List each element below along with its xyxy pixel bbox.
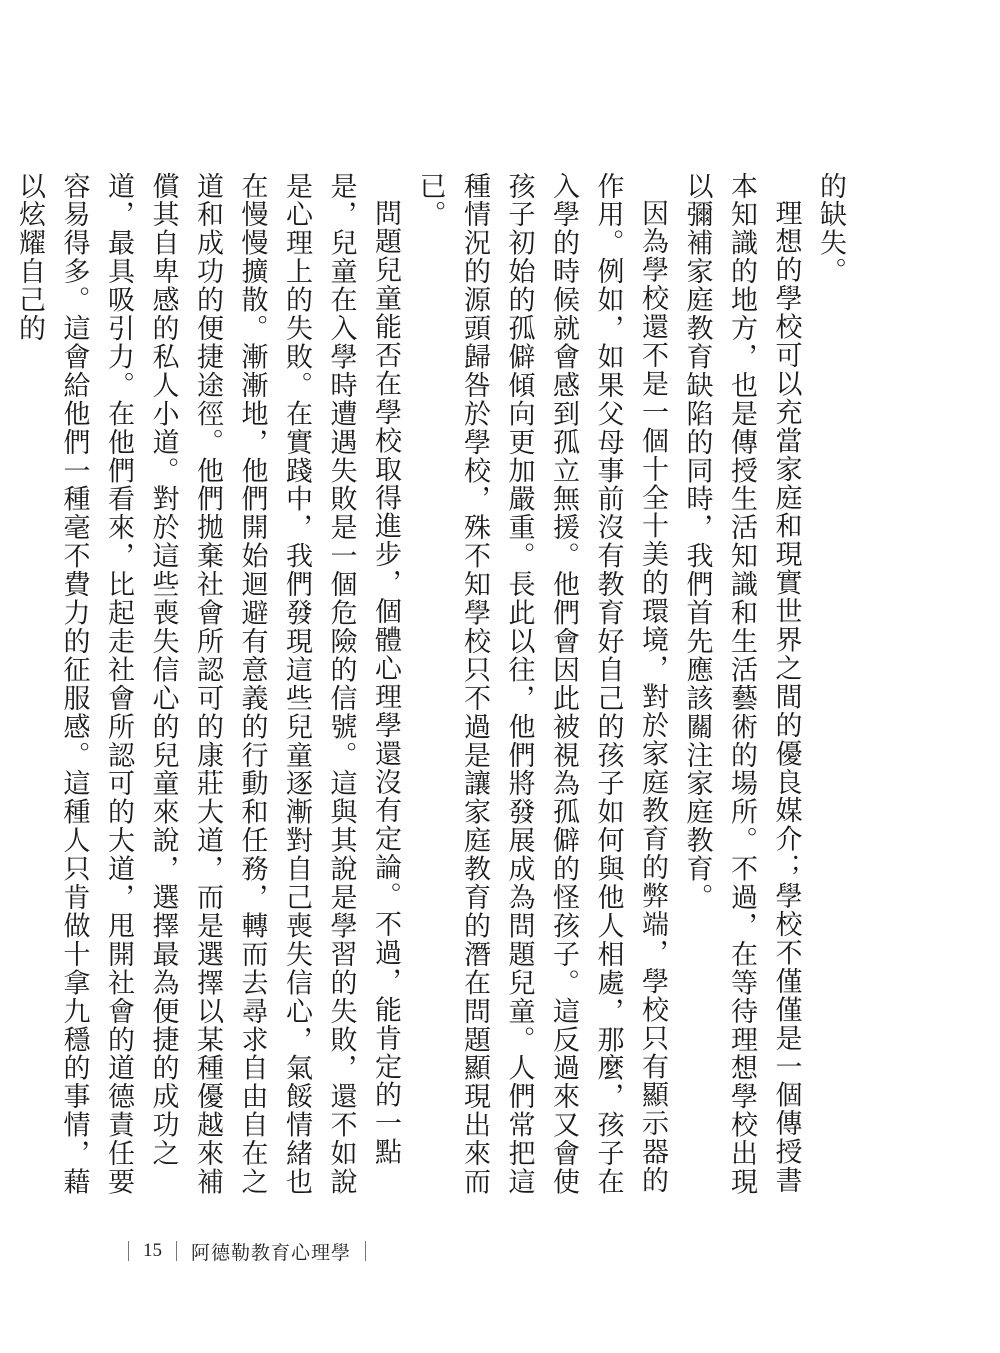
footer-divider bbox=[176, 1241, 177, 1261]
paragraph-continuation: 的缺失。 bbox=[815, 172, 846, 286]
page-number: 15 bbox=[143, 1240, 162, 1261]
paragraph-problem-children: 問題兒童能否在學校取得進步，個體心理學還沒有定論。不過，能肯定的一點是，兒童在入學時遭遇失敗是一個危險的信號。這與其說是學習的失敗，還不如說是心理上的失敗。在實踐中，我們發現這些兒童逐漸對自己喪失信心，氣餒情緒也在慢慢擴散。漸漸地，他們開始迴避有意義的行動和任務，轉而去尋求自由自在之道和成功的便捷途徑。他們拋棄社會所認可的康莊大道，而是選擇以某種優越來補償其自卑感的私人小道。對於這些喪失信心的兒童來說，選擇最為便捷的成功之道，最具吸引力。在他們看來，比起走社會所認可的大道，甩開社會的道德責任要容易得多。這會給他們一種毫不費力的征服感。這種人只肯做十拿九穩的事情，藉以炫耀自己的 bbox=[14, 172, 401, 1197]
page-footer bbox=[128, 1236, 380, 1266]
book-title: 阿德勒教育心理學 bbox=[191, 1241, 352, 1264]
footer-divider bbox=[128, 1241, 129, 1261]
vertical-text-body bbox=[7, 172, 853, 1222]
footer-divider bbox=[365, 1241, 366, 1261]
paragraph-school-as-indicator: 因為學校還不是一個十全十美的環境，對於家庭教育的弊端，學校只有顯示器的作用。例如，如果父母事前沒有教育好自己的孩子如何與他人相處，那麼，孩子在入學的時候就會感到孤立無援。他們會因此被視為孤僻的怪孩子。這反過來又會使孩子初始的孤僻傾向更加嚴重。長此以往，他們將發展成為問題兒童。人們常把這種情況的源頭歸咎於學校，殊不知學校只不過是讓家庭教育的潛在問題顯現出來而已。 bbox=[414, 172, 668, 1197]
paragraph-ideal-school: 理想的學校可以充當家庭和現實世界之間的優良媒介；學校不僅僅是一個傳授書本知識的地方，也是傳授生活知識和生活藝術的場所。不過，在等待理想學校出現以彌補家庭教育缺陷的同時，我們首先應該關注家庭教育。 bbox=[681, 172, 802, 1197]
